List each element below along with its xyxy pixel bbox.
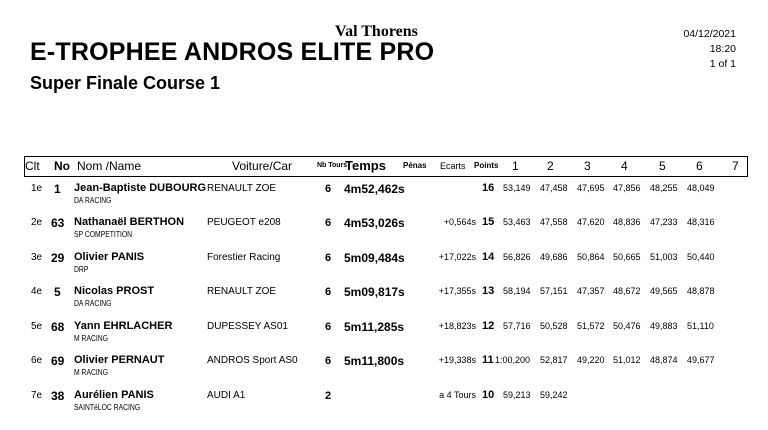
row-lap-6: 48,049 — [687, 183, 715, 193]
row-points: 13 — [482, 285, 495, 297]
results-header — [0, 157, 768, 177]
row-time: 5m09,484s — [344, 251, 405, 265]
row-team: SP COMPETITION — [74, 230, 133, 239]
col-no: No — [54, 159, 70, 173]
table-row — [0, 285, 768, 319]
table-row — [0, 216, 768, 250]
header-bottom-border — [24, 176, 748, 177]
row-driver-name: Nicolas PROST — [74, 285, 155, 297]
row-car: Forestier Racing — [207, 252, 281, 263]
row-driver-name: Olivier PERNAUT — [74, 354, 165, 366]
row-car: DUPESSEY AS01 — [207, 321, 288, 332]
col-lap-4: 4 — [621, 159, 628, 173]
row-points: 10 — [482, 389, 495, 401]
row-lap-1: 53,149 — [503, 183, 531, 193]
row-lap-5: 51,003 — [650, 252, 678, 262]
row-lap-4: 48,836 — [613, 217, 641, 227]
row-lap-3: 47,620 — [577, 217, 605, 227]
row-gap: +17,022s — [438, 252, 476, 262]
race-subtitle: Super Finale Course 1 — [30, 73, 221, 93]
row-car: AUDI A1 — [207, 390, 246, 401]
row-lap-2: 47,458 — [540, 183, 568, 193]
row-driver-name: Jean-Baptiste DUBOURG — [74, 182, 207, 194]
table-row — [0, 182, 768, 216]
row-laps: 6 — [325, 355, 332, 367]
row-number: 68 — [51, 320, 65, 334]
row-lap-3: 51,572 — [577, 321, 605, 331]
col-laps: Nb Tours — [317, 162, 348, 169]
row-lap-1: 59,213 — [503, 390, 531, 400]
col-time: Temps — [345, 158, 386, 173]
row-lap-4: 47,856 — [613, 183, 641, 193]
table-row — [0, 320, 768, 354]
col-car: Voiture/Car — [232, 159, 293, 173]
row-clt: 1e — [31, 183, 43, 194]
row-gap: a 4 Tours — [439, 390, 476, 400]
row-lap-3: 50,864 — [577, 252, 605, 262]
row-gap: +19,338s — [438, 355, 476, 365]
row-lap-1: 56,826 — [503, 252, 531, 262]
row-driver-name: Aurélien PANIS — [74, 389, 154, 401]
row-lap-2: 52,817 — [540, 355, 568, 365]
col-name: Nom /Name — [77, 159, 142, 173]
row-lap-1: 57,716 — [503, 321, 531, 331]
row-laps: 6 — [325, 252, 332, 264]
table-row — [0, 251, 768, 285]
row-lap-4: 50,665 — [613, 252, 641, 262]
venue-name: Val Thorens — [335, 23, 418, 40]
row-lap-6: 48,316 — [687, 217, 715, 227]
row-clt: 4e — [31, 286, 43, 297]
row-driver-name: Olivier PANIS — [74, 251, 145, 263]
table-row — [0, 389, 768, 423]
row-lap-5: 49,883 — [650, 321, 678, 331]
row-points: 15 — [482, 216, 495, 228]
row-driver-name: Yann EHRLACHER — [74, 320, 173, 332]
row-number: 1 — [54, 182, 61, 196]
row-lap-6: 51,110 — [687, 321, 714, 331]
row-points: 11 — [482, 354, 494, 366]
row-time: 5m11,285s — [344, 320, 405, 334]
row-lap-2: 50,528 — [540, 321, 568, 331]
row-lap-6: 49,677 — [687, 355, 715, 365]
row-lap-6: 48,878 — [687, 286, 715, 296]
row-lap-5: 48,255 — [650, 183, 678, 193]
row-team: DRP — [74, 265, 89, 274]
row-gap: +18,823s — [438, 321, 476, 331]
report-time: 18:20 — [709, 43, 736, 55]
row-lap-2: 57,151 — [540, 286, 568, 296]
row-team: M RACING — [74, 334, 108, 343]
header-right-border — [747, 157, 748, 177]
row-number: 5 — [54, 285, 61, 299]
row-clt: 3e — [31, 252, 43, 263]
col-lap-6: 6 — [696, 159, 703, 173]
row-gap: +17,355s — [438, 286, 476, 296]
row-number: 38 — [51, 389, 65, 403]
row-car: RENAULT ZOE — [207, 183, 277, 194]
col-lap-7: 7 — [732, 159, 739, 173]
page-title: E-TROPHEE ANDROS ELITE PRO — [30, 38, 435, 66]
row-team: M RACING — [74, 368, 108, 377]
report-date: 04/12/2021 — [683, 28, 736, 40]
col-gaps: Ecarts — [440, 161, 466, 171]
row-lap-4: 48,672 — [613, 286, 641, 296]
col-lap-5: 5 — [659, 159, 666, 173]
row-number: 69 — [51, 354, 65, 368]
row-lap-5: 49,565 — [650, 286, 678, 296]
row-lap-5: 48,874 — [650, 355, 678, 365]
row-clt: 7e — [31, 390, 43, 401]
row-laps: 6 — [325, 286, 332, 298]
report-meta — [683, 27, 736, 72]
row-driver-name: Nathanaël BERTHON — [74, 216, 185, 228]
row-lap-2: 59,242 — [540, 390, 568, 400]
row-lap-3: 49,220 — [577, 355, 605, 365]
row-number: 29 — [51, 251, 65, 265]
row-lap-3: 47,357 — [577, 286, 605, 296]
row-car: PEUGEOT e208 — [207, 217, 281, 228]
row-lap-4: 51,012 — [613, 355, 641, 365]
row-points: 16 — [482, 182, 495, 194]
col-points: Points — [474, 161, 499, 170]
row-car: RENAULT ZOE — [207, 286, 277, 297]
row-time: 4m52,462s — [344, 182, 405, 196]
row-lap-2: 49,686 — [540, 252, 568, 262]
row-points: 14 — [482, 251, 495, 263]
row-laps: 6 — [325, 217, 332, 229]
row-lap-5: 47,233 — [650, 217, 678, 227]
row-clt: 5e — [31, 321, 43, 332]
col-clt: Clt — [25, 159, 40, 173]
row-number: 63 — [51, 216, 65, 230]
row-clt: 2e — [31, 217, 43, 228]
row-points: 12 — [482, 320, 495, 332]
col-penalties: Pénas — [403, 161, 427, 170]
row-car: ANDROS Sport AS0 — [207, 355, 298, 366]
row-laps: 6 — [325, 183, 332, 195]
col-lap-2: 2 — [547, 159, 554, 173]
col-lap-3: 3 — [584, 159, 591, 173]
row-laps: 6 — [325, 321, 332, 333]
row-time: 4m53,026s — [344, 216, 405, 230]
table-row — [0, 354, 768, 388]
row-clt: 6e — [31, 355, 43, 366]
row-team: DA RACING — [74, 299, 112, 308]
row-lap-3: 47,695 — [577, 183, 605, 193]
row-time: 5m09,817s — [344, 285, 405, 299]
row-team: DA RACING — [74, 196, 112, 205]
page-number: 1 of 1 — [709, 58, 736, 70]
row-team: SAINTéLOC RACING — [74, 403, 141, 412]
row-lap-1: 1:00,200 — [495, 355, 531, 365]
row-time: 5m11,800s — [344, 354, 405, 368]
row-lap-2: 47,558 — [540, 217, 568, 227]
row-lap-6: 50,440 — [687, 252, 715, 262]
col-lap-1: 1 — [512, 159, 519, 173]
row-lap-1: 58,194 — [503, 286, 531, 296]
row-lap-4: 50,476 — [613, 321, 641, 331]
row-lap-1: 53,463 — [503, 217, 531, 227]
row-laps: 2 — [325, 390, 332, 402]
row-gap: +0,564s — [443, 217, 476, 227]
